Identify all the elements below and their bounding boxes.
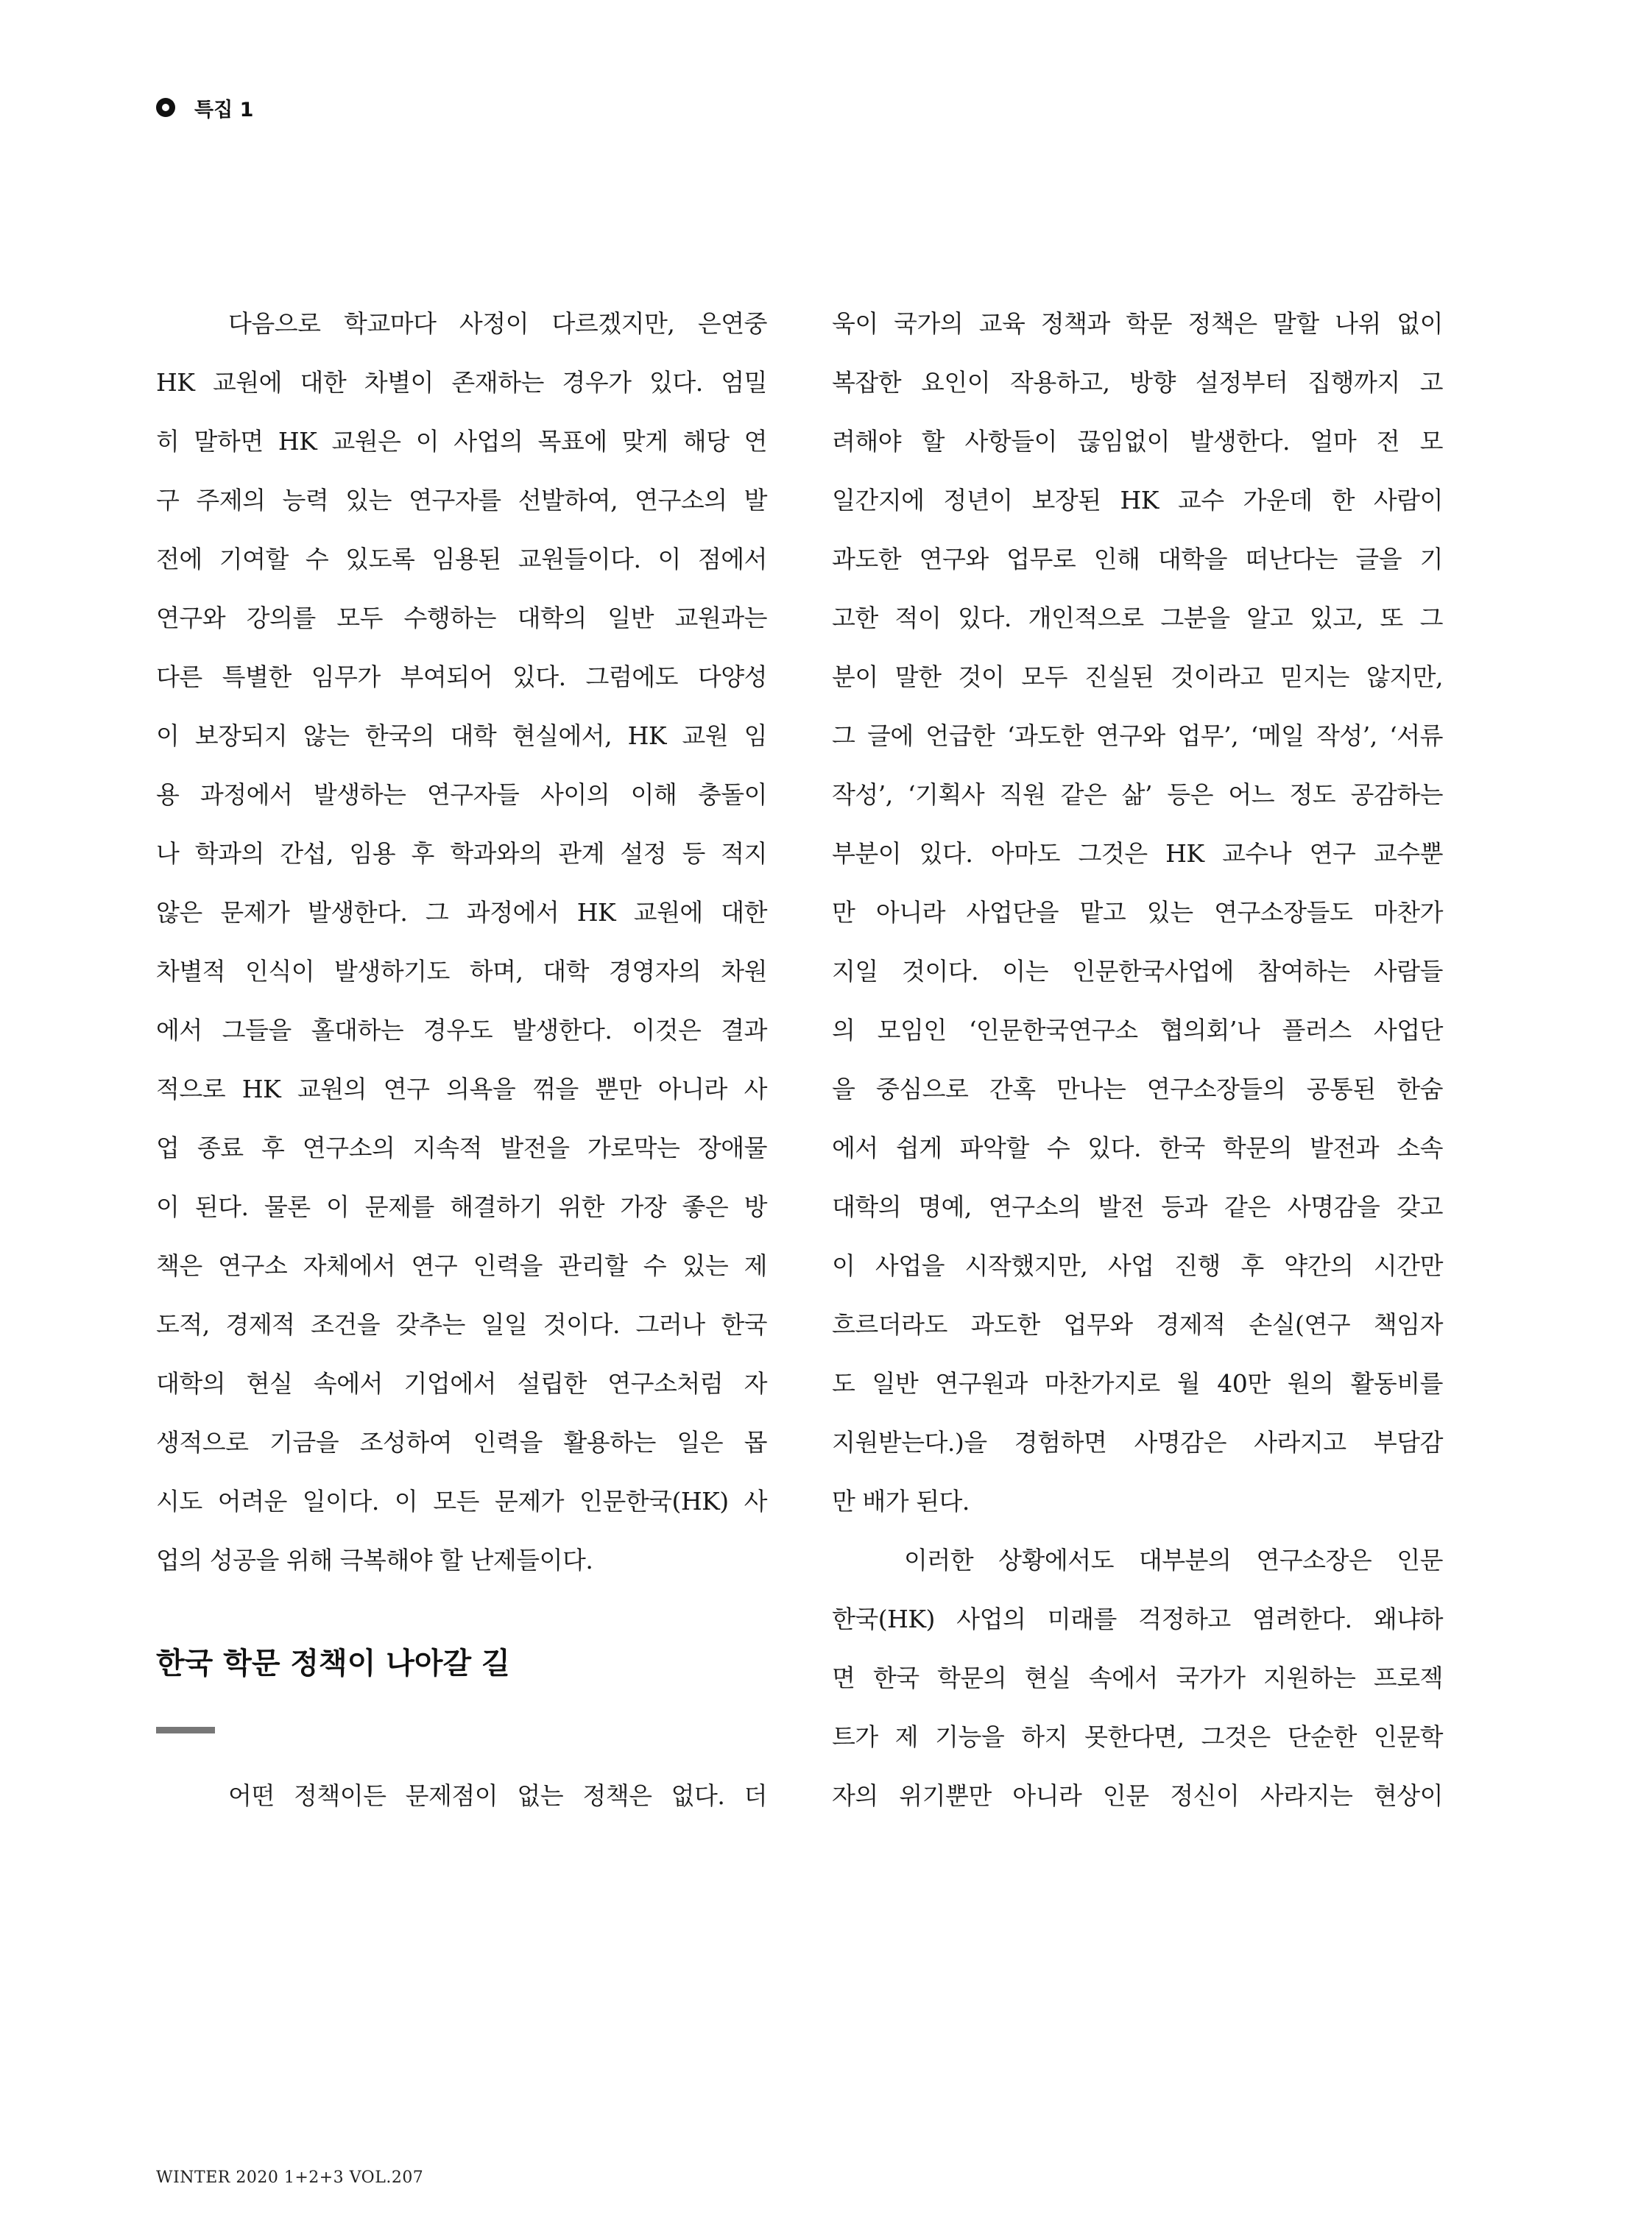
text-line: 도 일반 연구원과 마찬가지로 월 40만 원의 활동비를	[832, 1369, 1443, 1398]
text-line: 분이 말한 것이 모두 진실된 것이라고 믿지는 않지만,	[832, 662, 1443, 691]
text-line: 복잡한 요인이 작용하고, 방향 설정부터 집행까지 고	[832, 368, 1443, 397]
text-line: 연구와 강의를 모두 수행하는 대학의 일반 교원과는	[156, 604, 767, 632]
text-line: 생적으로 기금을 조성하여 인력을 활용하는 일은 몹	[156, 1428, 767, 1457]
text-line: 적으로 HK 교원의 연구 의욕을 꺾을 뿐만 아니라 사	[156, 1075, 767, 1103]
subheading-rule	[156, 1727, 215, 1733]
text-line: HK 교원에 대한 차별이 존재하는 경우가 있다. 엄밀	[156, 368, 767, 397]
text-line: 히 말하면 HK 교원은 이 사업의 목표에 맞게 해당 연	[156, 427, 767, 456]
text-line: 트가 제 기능을 하지 못한다면, 그것은 단순한 인문학	[832, 1722, 1443, 1751]
text-line: 책은 연구소 자체에서 연구 인력을 관리할 수 있는 제	[156, 1251, 767, 1280]
text-line: 에서 그들을 홀대하는 경우도 발생한다. 이것은 결과	[156, 1016, 767, 1044]
text-line: 이 사업을 시작했지만, 사업 진행 후 약간의 시간만	[832, 1251, 1443, 1280]
text-line: 부분이 있다. 아마도 그것은 HK 교수나 연구 교수뿐	[832, 839, 1443, 868]
text-line: 면 한국 학문의 현실 속에서 국가가 지원하는 프로젝	[832, 1664, 1443, 1692]
text-line: 이 보장되지 않는 한국의 대학 현실에서, HK 교원 임	[156, 721, 767, 750]
left-column	[156, 294, 767, 1825]
text-line: 지일 것이다. 이는 인문한국사업에 참여하는 사람들	[832, 957, 1443, 986]
text-line: 한국(HK) 사업의 미래를 걱정하고 염려한다. 왜냐하	[832, 1605, 1443, 1633]
text-line: 이러한 상황에서도 대부분의 연구소장은 인문	[904, 1546, 1443, 1574]
text-line: 흐르더라도 과도한 업무와 경제적 손실(연구 책임자	[832, 1310, 1443, 1339]
text-line: 지원받는다.)을 경험하면 사명감은 사라지고 부담감	[832, 1428, 1443, 1457]
text-line: 어떤 정책이든 문제점이 없는 정책은 없다. 더	[228, 1781, 767, 1810]
text-line: 차별적 인식이 발생하기도 하며, 대학 경영자의 차원	[156, 957, 767, 986]
text-line: 에서 쉽게 파악할 수 있다. 한국 학문의 발전과 소속	[832, 1134, 1443, 1162]
text-line: 려해야 할 사항들이 끊임없이 발생한다. 얼마 전 모	[832, 427, 1443, 456]
text-line: 자의 위기뿐만 아니라 인문 정신이 사라지는 현상이	[832, 1781, 1443, 1810]
text-line: 업 종료 후 연구소의 지속적 발전을 가로막는 장애물	[156, 1134, 767, 1162]
section-subheading: 한국 학문 정책이 나아갈 길	[156, 1647, 510, 1680]
text-line: 업의 성공을 위해 극복해야 할 난제들이다.	[156, 1546, 593, 1574]
right-paragraph-2	[832, 1531, 1443, 1825]
section-header	[156, 91, 253, 124]
text-line: 다른 특별한 임무가 부여되어 있다. 그럼에도 다양성	[156, 662, 767, 691]
text-line: 이 된다. 물론 이 문제를 해결하기 위한 가장 좋은 방	[156, 1192, 767, 1221]
left-paragraph-1	[156, 294, 767, 1590]
text-line: 않은 문제가 발생한다. 그 과정에서 HK 교원에 대한	[156, 898, 767, 927]
right-column	[832, 294, 1443, 1825]
text-line: 도적, 경제적 조건을 갖추는 일일 것이다. 그러나 한국	[156, 1310, 767, 1339]
text-line: 나 학과의 간섭, 임용 후 학과와의 관계 설정 등 적지	[156, 839, 767, 868]
text-line: 과도한 연구와 업무로 인해 대학을 떠난다는 글을 기	[832, 545, 1443, 573]
text-line: 대학의 현실 속에서 기업에서 설립한 연구소처럼 자	[156, 1369, 767, 1398]
right-paragraph-1	[832, 294, 1443, 1531]
left-paragraph-2	[156, 1767, 767, 1825]
text-line: 욱이 국가의 교육 정책과 학문 정책은 말할 나위 없이	[832, 309, 1443, 338]
text-line: 고한 적이 있다. 개인적으로 그분을 알고 있고, 또 그	[832, 604, 1443, 632]
text-line: 을 중심으로 간혹 만나는 연구소장들의 공통된 한숨	[832, 1075, 1443, 1103]
issue-footer: WINTER 2020 1+2+3 VOL.207	[156, 2168, 424, 2187]
section-label: 특집 1	[194, 98, 254, 121]
text-line: 의 모임인 ‘인문한국연구소 협의회’나 플러스 사업단	[832, 1016, 1443, 1044]
text-line: 작성’, ‘기획사 직원 같은 삶’ 등은 어느 정도 공감하는	[832, 780, 1443, 809]
text-line: 용 과정에서 발생하는 연구자들 사이의 이해 충돌이	[156, 780, 767, 809]
text-line: 대학의 명예, 연구소의 발전 등과 같은 사명감을 갖고	[832, 1192, 1443, 1221]
text-line: 구 주제의 능력 있는 연구자를 선발하여, 연구소의 발	[156, 486, 767, 515]
text-line: 일간지에 정년이 보장된 HK 교수 가운데 한 사람이	[832, 486, 1443, 515]
text-line: 다음으로 학교마다 사정이 다르겠지만, 은연중	[228, 309, 767, 338]
text-line: 전에 기여할 수 있도록 임용된 교원들이다. 이 점에서	[156, 545, 767, 573]
text-line: 만 배가 된다.	[832, 1487, 970, 1516]
text-line: 시도 어려운 일이다. 이 모든 문제가 인문한국(HK) 사	[156, 1487, 767, 1516]
circle-bullet-icon	[156, 98, 175, 117]
text-line: 그 글에 언급한 ‘과도한 연구와 업무’, ‘메일 작성’, ‘서류	[832, 721, 1443, 750]
text-line: 만 아니라 사업단을 맡고 있는 연구소장들도 마찬가	[832, 898, 1443, 927]
